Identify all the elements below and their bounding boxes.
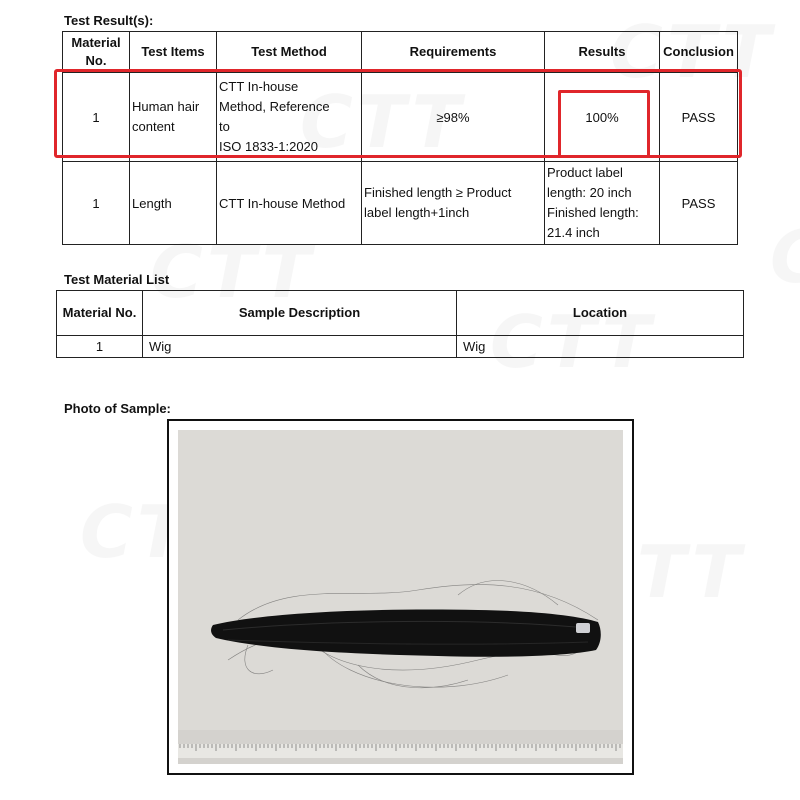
header-results: Results [545,32,660,73]
header-material-no: Material No. [63,32,130,73]
test-method-cell: CTT In-house Method [217,162,362,245]
header-sample-description: Sample Description [143,291,457,336]
test-item-cell: Length [130,162,217,245]
header-location: Location [457,291,744,336]
requirements-line: label length+1inch [364,205,470,220]
material-no-cell: 1 [63,162,130,245]
test-method-line: to [219,119,230,134]
table-row [57,336,744,358]
table-header-row [57,291,744,336]
results-cell [545,162,660,245]
test-results-title: Test Result(s): [64,13,154,28]
header-test-method: Test Method [217,32,362,73]
conclusion-cell: PASS [660,162,738,245]
test-method-line: CTT In-house [219,79,299,94]
results-line: Finished length: [547,205,639,220]
test-item-line: Human hair [132,99,200,114]
header-test-items: Test Items [130,32,217,73]
conclusion-cell: PASS [660,73,738,162]
table-row [63,162,738,245]
material-list-table [56,290,744,358]
header-requirements: Requirements [362,32,545,73]
table-header-row [63,32,738,73]
results-line: length: 20 inch [547,185,632,200]
test-method-line: Method, Reference [219,99,330,114]
material-list-title: Test Material List [64,272,170,287]
header-material-no: Material No. [57,291,143,336]
hair-bundle-image [178,430,623,764]
results-line: Product label [547,165,623,180]
test-results-table [62,31,738,245]
results-line: 21.4 inch [547,225,600,240]
test-item-line: content [132,119,175,134]
results-cell: 100% [545,73,660,162]
test-method-cell [217,73,362,162]
photo-title: Photo of Sample: [64,401,171,416]
test-item-cell [130,73,217,162]
header-conclusion: Conclusion [660,32,738,73]
location-cell: Wig [457,336,744,358]
material-no-cell: 1 [63,73,130,162]
sample-photo-frame [167,419,634,775]
sample-description-cell: Wig [143,336,457,358]
requirements-line: Finished length ≥ Product [364,185,512,200]
requirements-cell [362,162,545,245]
table-row [63,73,738,162]
sample-photo [178,430,623,764]
test-method-line: ISO 1833-1:2020 [219,139,319,154]
material-no-cell: 1 [57,336,143,358]
watermark [770,215,800,299]
requirements-cell: ≥98% [362,73,545,162]
